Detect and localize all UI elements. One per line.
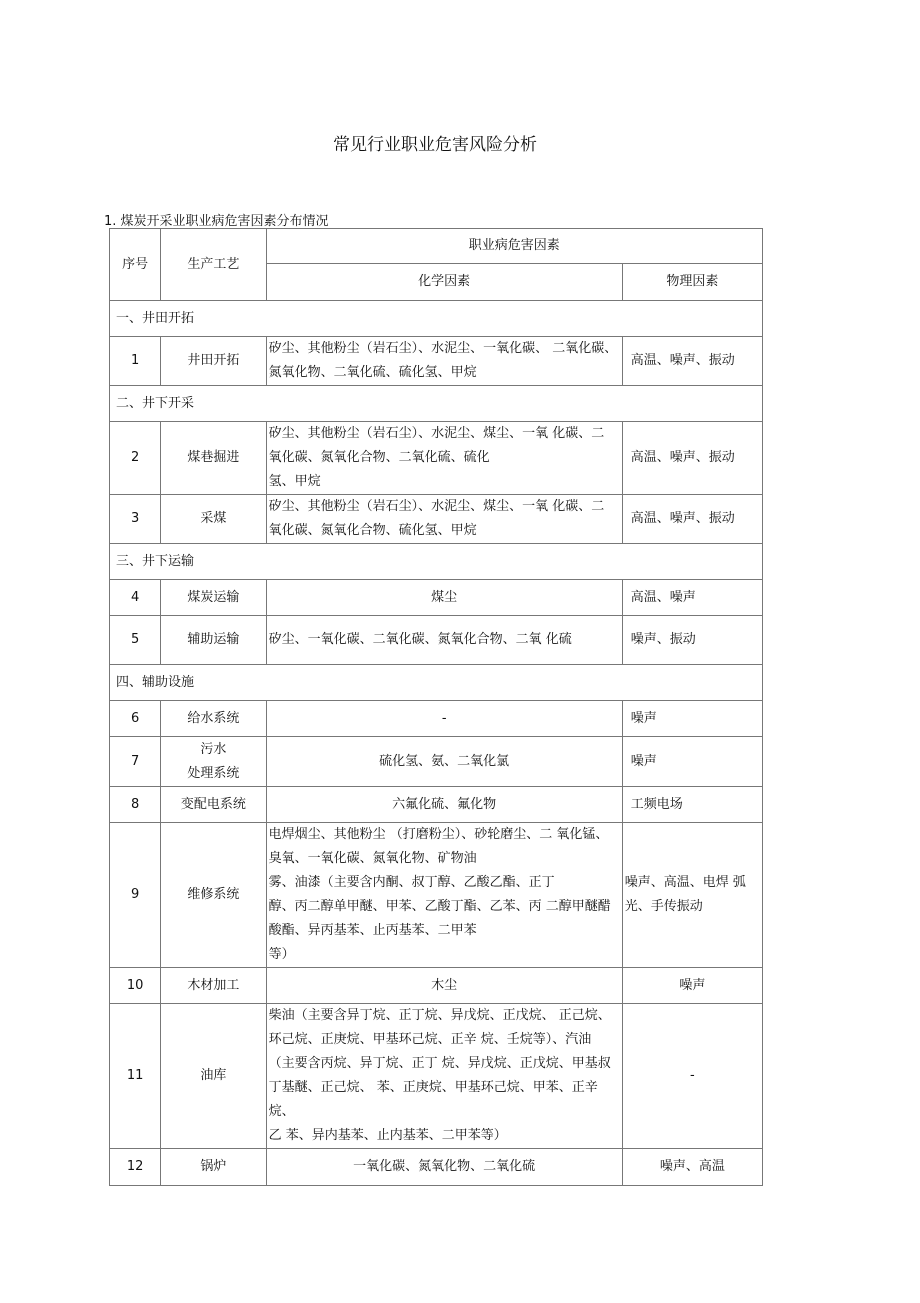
cell-no: 6	[110, 701, 161, 737]
cell-chemical: 煤尘	[266, 580, 622, 616]
section-label: 四、辅助设施	[110, 665, 763, 701]
cell-chemical: 木尘	[266, 968, 622, 1004]
cell-process: 给水系统	[161, 701, 266, 737]
page-title: 常见行业职业危害风险分析	[333, 135, 537, 155]
cell-chemical: -	[266, 701, 622, 737]
cell-physical: 高温、噪声	[622, 580, 762, 616]
table-row	[110, 580, 763, 616]
table-row	[110, 1004, 763, 1149]
cell-no: 1	[110, 337, 161, 386]
hazard-table	[109, 228, 763, 1186]
cell-no: 7	[110, 737, 161, 787]
cell-process: 锅炉	[161, 1149, 266, 1186]
cell-chemical: 硫化氢、氨、二氧化氯	[266, 737, 622, 787]
cell-physical: -	[622, 1004, 762, 1149]
section-row	[110, 665, 763, 701]
table-row	[110, 337, 763, 386]
header-factors: 职业病危害因素	[266, 229, 762, 264]
cell-physical: 工频电场	[622, 787, 762, 823]
cell-physical: 高温、噪声、振动	[622, 422, 762, 495]
cell-process: 辅助运输	[161, 616, 266, 665]
cell-chemical: 柴油（主要含异丁烷、正丁烷、异戊烷、正戊烷、 正己烷、 环己烷、正庚烷、甲基环己烷、正辛 烷、壬烷等）、汽油 （主要含丙烷、异丁烷、正丁 烷、异戊烷、正戊烷、甲基叔 丁基醚、正己烷、 苯、正庚烷、甲基环己烷、甲苯、正辛烷、 乙 苯、异内基苯、止内基苯、二甲苯等）	[266, 1004, 622, 1149]
header-chemical: 化学因素	[266, 264, 622, 301]
table-row	[110, 1149, 763, 1186]
header-no: 序号	[110, 229, 161, 301]
section-label: 一、井田开拓	[110, 301, 763, 337]
cell-process: 变配电系统	[161, 787, 266, 823]
cell-no: 11	[110, 1004, 161, 1149]
header-physical: 物理因素	[622, 264, 762, 301]
cell-no: 9	[110, 823, 161, 968]
section-label: 三、井下运输	[110, 544, 763, 580]
cell-process: 采煤	[161, 495, 266, 544]
cell-physical: 噪声、高温、电焊 弧光、手传振动	[622, 823, 762, 968]
cell-chemical: 六氟化硫、氟化物	[266, 787, 622, 823]
cell-process: 井田开拓	[161, 337, 266, 386]
cell-no: 12	[110, 1149, 161, 1186]
cell-process: 煤炭运输	[161, 580, 266, 616]
cell-process: 煤巷掘进	[161, 422, 266, 495]
cell-chemical: 矽尘、其他粉尘（岩石尘）、水泥尘、煤尘、一氧 化碳、二 氧化碳、氮氧化合物、硫化氢、甲烷	[266, 495, 622, 544]
section-row	[110, 386, 763, 422]
table-row	[110, 968, 763, 1004]
cell-process: 维修系统	[161, 823, 266, 968]
section-row	[110, 301, 763, 337]
cell-process: 木材加工	[161, 968, 266, 1004]
table-row	[110, 823, 763, 968]
cell-chemical: 一氧化碳、氮氧化物、二氧化硫	[266, 1149, 622, 1186]
table-row	[110, 422, 763, 495]
cell-physical: 噪声、振动	[622, 616, 762, 665]
cell-no: 8	[110, 787, 161, 823]
cell-physical: 高温、噪声、振动	[622, 337, 762, 386]
cell-chemical: 矽尘、其他粉尘（岩石尘）、水泥尘、煤尘、一氧 化碳、二 氧化碳、氮氧化合物、二氧化硫、硫化 氢、甲烷	[266, 422, 622, 495]
cell-no: 4	[110, 580, 161, 616]
section-title: 1. 煤炭开采业职业病危害因素分布情况	[104, 214, 329, 229]
cell-chemical: 矽尘、其他粉尘（岩石尘）、水泥尘、一氧化碳、 二氧化碳、 氮氧化物、二氧化硫、硫化氢、甲烷	[266, 337, 622, 386]
cell-physical: 噪声	[622, 968, 762, 1004]
cell-process: 污水 处理系统	[161, 737, 266, 787]
cell-chemical: 矽尘、一氧化碳、二氧化碳、氮氧化合物、二氧 化硫	[266, 616, 622, 665]
table-row	[110, 616, 763, 665]
cell-chemical: 电焊烟尘、其他粉尘 （打磨粉尘）、砂轮磨尘、二 氧化锰、 臭氧、一氧化碳、氮氧化物、矿物油 雾、油漆（主要含内酮、叔丁醇、乙酸乙酯、正丁 醇、丙二醇单甲醚、甲苯、乙酸丁酯、乙苯、丙 二醇甲醚醋 酸酯、异丙基苯、止丙基苯、二甲苯 等）	[266, 823, 622, 968]
cell-physical: 噪声、高温	[622, 1149, 762, 1186]
table-row	[110, 701, 763, 737]
table-row	[110, 495, 763, 544]
cell-no: 3	[110, 495, 161, 544]
cell-physical: 高温、噪声、振动	[622, 495, 762, 544]
cell-no: 10	[110, 968, 161, 1004]
cell-physical: 噪声	[622, 737, 762, 787]
table-row	[110, 737, 763, 787]
cell-no: 2	[110, 422, 161, 495]
table-row	[110, 787, 763, 823]
cell-no: 5	[110, 616, 161, 665]
cell-physical: 噪声	[622, 701, 762, 737]
section-label: 二、井下开采	[110, 386, 763, 422]
section-row	[110, 544, 763, 580]
header-process: 生产工艺	[161, 229, 266, 301]
cell-process: 油库	[161, 1004, 266, 1149]
